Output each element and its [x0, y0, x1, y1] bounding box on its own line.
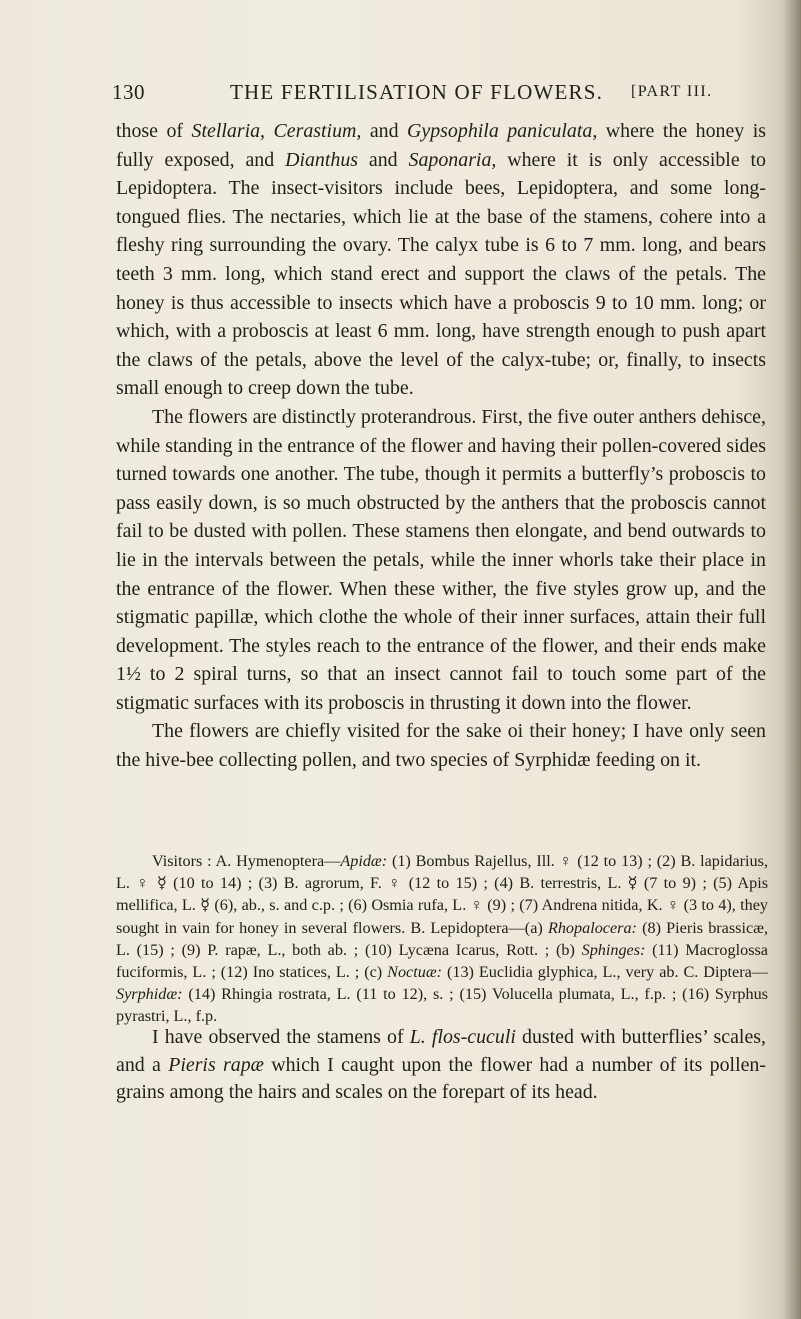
italic-run: Dianthus	[285, 148, 359, 171]
italic-run: Stellaria, Cerastium,	[191, 120, 362, 142]
visitors-paragraph: Visitors : A. Hymenoptera—Apidæ: (1) Bombus Rajellus, Ill. ♀ (12 to 13) ; (2) B. lapidarius, L. ♀ ☿ (10 to 14) ; (3) B. agrorum, F. ♀ (12 to 15) ; (4) B. terrestris, L. ☿ (7 to 9) ; (5) Apis mellifica, L. ☿ (6), ab., s. and c.p. ; (6) Osmia rufa, L. ♀ (9) ; (7) Andrena nitida, K. ♀ (3 to 4), they sought in vain for honey in several flowers. B. Lepidoptera—(a) Rhopalocera: (8) Pieris brassicæ, L. (15) ; (9) P. rapæ, L., both ab. ; (10) Lycæna Icarus, Rott. ; (b) Sphinges: (11) Macroglossa fuciformis, L. ; (12) Ino statices, L. ; (c) Noctuæ: (13) Euclidia glyphica, L., very ab. C. Diptera—Syrphidæ: (14) Rhingia rostrata, L. (11 to 12), s. ; (15) Volucella plumata, L., f.p. ; (16) Syrphus pyrastri, L., f.p.	[116, 852, 768, 1026]
page-edge-shadow	[783, 0, 801, 1319]
paragraph-honey-access: those of Stellaria, Cerastium, and Gypsophila paniculata, where the honey is fully exposed, and Dianthus and Saponaria, where it is only accessible to Lepidoptera. The insect-visitors include bees, Lepidoptera, and some long-tongued flies. The nectaries, which lie at the base of the stamens, cohere into a fleshy ring surrounding the ovary. The calyx tube is 6 to 7 mm. long, and bears teeth 3 mm. long, which stand erect and support the claws of the petals. The honey is thus accessible to insects which have a proboscis 9 to 10 mm. long; or which, with a proboscis at least 6 mm. long, have strength enough to push apart the claws of the petals, above the level of the calyx-tube; or, finally, to insects small enough to creep down the tube.	[116, 120, 767, 400]
italic-run: Saponaria,	[408, 148, 497, 171]
italic-run: Sphinges:	[581, 940, 646, 959]
paragraph-visits: The flowers are chiefly visited for the sake oi their honey; I have only seen the hive-bee collecting pollen, and two species of Syrphidæ feeding on it.	[116, 720, 766, 772]
italic-run: Rhopalocera:	[547, 918, 637, 937]
running-title: THE FERTILISATION OF FLOWERS.	[230, 80, 604, 104]
closing-text	[116, 1024, 766, 1107]
italic-run: Noctuæ:	[387, 963, 443, 982]
page-number: 130	[112, 80, 145, 104]
italic-run: Syrphidæ:	[116, 985, 183, 1004]
italic-run: Apidæ:	[340, 852, 388, 870]
paragraph-scales: I have observed the stamens of L. flos-cuculi dusted with butterflies’ scales, and a Pieris rapæ which I caught upon the flower had a number of its pollen-grains among the hairs and scales on the forepart of its head.	[116, 1026, 766, 1104]
paragraph-proterandry: The flowers are distinctly proterandrous. First, the five outer anthers dehisce, while standing in the entrance of the flower and having their pollen-covered sides turned towards one another. The tube, though it permits a butterfly’s proboscis to pass easily down, is so much obstructed by the anthers that the proboscis cannot fail to be dusted with pollen. These stamens then elongate, and bend outwards to lie in the intervals between the petals, while the inner whorls take their place in the entrance of the flower. When these wither, the five styles grow up, and the stigmatic papillæ, which clothe the whole of their inner surfaces, attain their full development. The styles reach to the entrance of the flower, and their ends make 1½ to 2 spiral turns, so that an insect cannot fail to touch some part of the stigmatic surfaces with its proboscis in thrusting it down into the flower.	[116, 405, 766, 714]
visitors-list	[116, 850, 768, 1028]
main-text	[116, 117, 766, 775]
part-label: [PART III.	[631, 83, 713, 100]
running-header	[112, 80, 772, 110]
italic-run: Pieris rapæ	[168, 1053, 264, 1076]
italic-run: L. flos-cuculi	[409, 1026, 516, 1048]
italic-run: Gypsophila paniculata,	[407, 120, 598, 142]
